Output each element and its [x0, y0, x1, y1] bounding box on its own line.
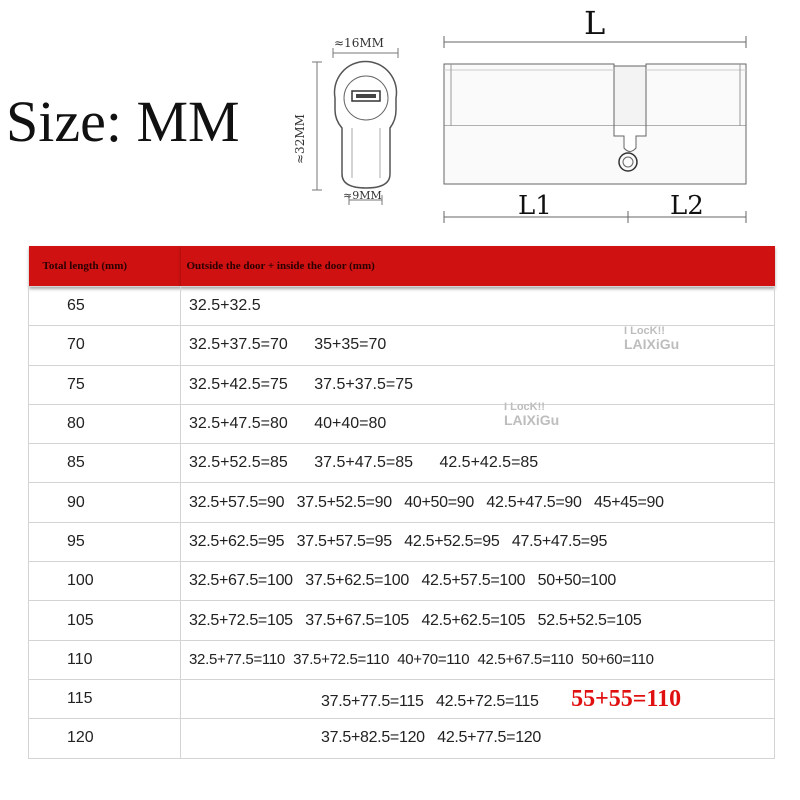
length-cell: 80	[29, 404, 181, 443]
table-row	[29, 562, 775, 601]
combo-value: 40+70=110	[397, 651, 470, 669]
watermark-line: I LocK!!	[624, 325, 665, 337]
combo-value: 32.5+72.5=105	[189, 611, 293, 629]
combo-cell	[181, 679, 775, 718]
table-row	[29, 444, 775, 483]
table-row	[29, 679, 775, 718]
size-table	[28, 246, 774, 759]
height-dimension-label: ≈32MM	[293, 114, 307, 164]
combo-value: 37.5+67.5=105	[305, 611, 409, 629]
combo-cell	[181, 326, 775, 365]
table-row	[29, 601, 775, 640]
combo-value: 37.5+62.5=100	[305, 572, 409, 590]
length-cell: 115	[29, 679, 181, 718]
combo-cell	[181, 287, 775, 326]
combo-value: 37.5+77.5=115	[321, 692, 424, 710]
combo-cell	[181, 444, 775, 483]
combo-value: 32.5+67.5=100	[189, 572, 293, 590]
table-row	[29, 719, 775, 758]
length-cell: 110	[29, 640, 181, 679]
table-row	[29, 404, 775, 443]
outside-length-label: L1	[518, 191, 552, 221]
table-row	[29, 522, 775, 561]
combo-value: 42.5+72.5=115	[436, 692, 539, 710]
combo-value: 40+50=90	[404, 493, 474, 511]
combo-value: 32.5+77.5=110	[189, 651, 285, 669]
combo-value: 52.5+52.5=105	[537, 611, 642, 629]
combo-value: 35+35=70	[314, 336, 387, 354]
combo-cell	[181, 719, 775, 758]
overall-length-label: L	[584, 4, 606, 42]
combo-value: 32.5+57.5=90	[189, 493, 285, 511]
length-cell: 95	[29, 522, 181, 561]
table-row	[29, 483, 775, 522]
inside-length-label: L2	[670, 191, 704, 221]
bottom-dimension-label: ≈9MM	[343, 189, 382, 202]
length-cell: 75	[29, 365, 181, 404]
combo-value: 37.5+52.5=90	[296, 493, 392, 511]
highlight-value: 55+55=110	[571, 685, 682, 712]
combo-value: 50+50=100	[537, 572, 616, 590]
length-cell: 120	[29, 719, 181, 758]
length-cell: 105	[29, 601, 181, 640]
combo-value: 42.5+67.5=110	[477, 651, 574, 669]
width-dimension-label: ≈16MM	[334, 36, 384, 50]
combo-cell	[181, 483, 775, 522]
combo-value: 32.5+47.5=80	[189, 415, 288, 433]
table-header-row	[29, 246, 775, 287]
table-row	[29, 640, 775, 679]
combo-cell	[181, 640, 775, 679]
combo-cell	[181, 401, 775, 443]
watermark-line: LAIXiGu	[624, 336, 680, 352]
combo-cell	[181, 601, 775, 640]
combo-value: 37.5+82.5=120	[321, 729, 425, 747]
combo-value: 37.5+57.5=95	[296, 532, 392, 550]
combo-value: 32.5+32.5	[189, 297, 261, 315]
combo-value: 37.5+37.5=75	[314, 375, 413, 393]
combo-value: 42.5+77.5=120	[437, 729, 541, 747]
combo-value: 42.5+57.5=100	[421, 572, 526, 590]
length-cell: 85	[29, 444, 181, 483]
table-row	[29, 365, 775, 404]
combo-value: 45+45=90	[594, 493, 664, 511]
combo-value: 37.5+47.5=85	[314, 454, 413, 472]
combo-cell	[181, 562, 775, 601]
combo-value: 50+60=110	[581, 651, 654, 669]
combo-value: 47.5+47.5=95	[511, 532, 608, 550]
watermark-line: I LocK!!	[504, 401, 545, 413]
combo-value: 32.5+62.5=95	[189, 532, 285, 550]
watermark-line: LAIXiGu	[504, 412, 560, 428]
watermark-logo	[624, 326, 679, 351]
combo-value: 32.5+52.5=85	[189, 454, 288, 472]
length-cell: 70	[29, 326, 181, 365]
combo-value: 42.5+62.5=105	[421, 611, 526, 629]
combo-value: 37.5+72.5=110	[293, 651, 390, 669]
combo-value: 42.5+42.5=85	[439, 454, 539, 472]
combo-value: 32.5+42.5=75	[189, 375, 288, 393]
combo-cell	[181, 365, 775, 404]
watermark-logo	[504, 402, 559, 427]
header-outside-inside: Outside the door + inside the door (mm)	[181, 246, 775, 287]
combo-value: 32.5+37.5=70	[189, 336, 288, 354]
combo-value: 42.5+47.5=90	[486, 493, 582, 511]
length-cell: 65	[29, 287, 181, 326]
header-total-length: Total length (mm)	[29, 246, 181, 287]
table-row	[29, 287, 775, 326]
cylinder-front-view	[312, 48, 398, 205]
combo-value: 40+40=80	[314, 415, 387, 433]
combo-value: 42.5+52.5=95	[404, 532, 500, 550]
size-label: Size: MM	[6, 89, 240, 154]
lock-cylinder-diagram	[0, 0, 800, 240]
combo-cell	[181, 522, 775, 561]
length-cell: 100	[29, 562, 181, 601]
length-cell: 90	[29, 483, 181, 522]
